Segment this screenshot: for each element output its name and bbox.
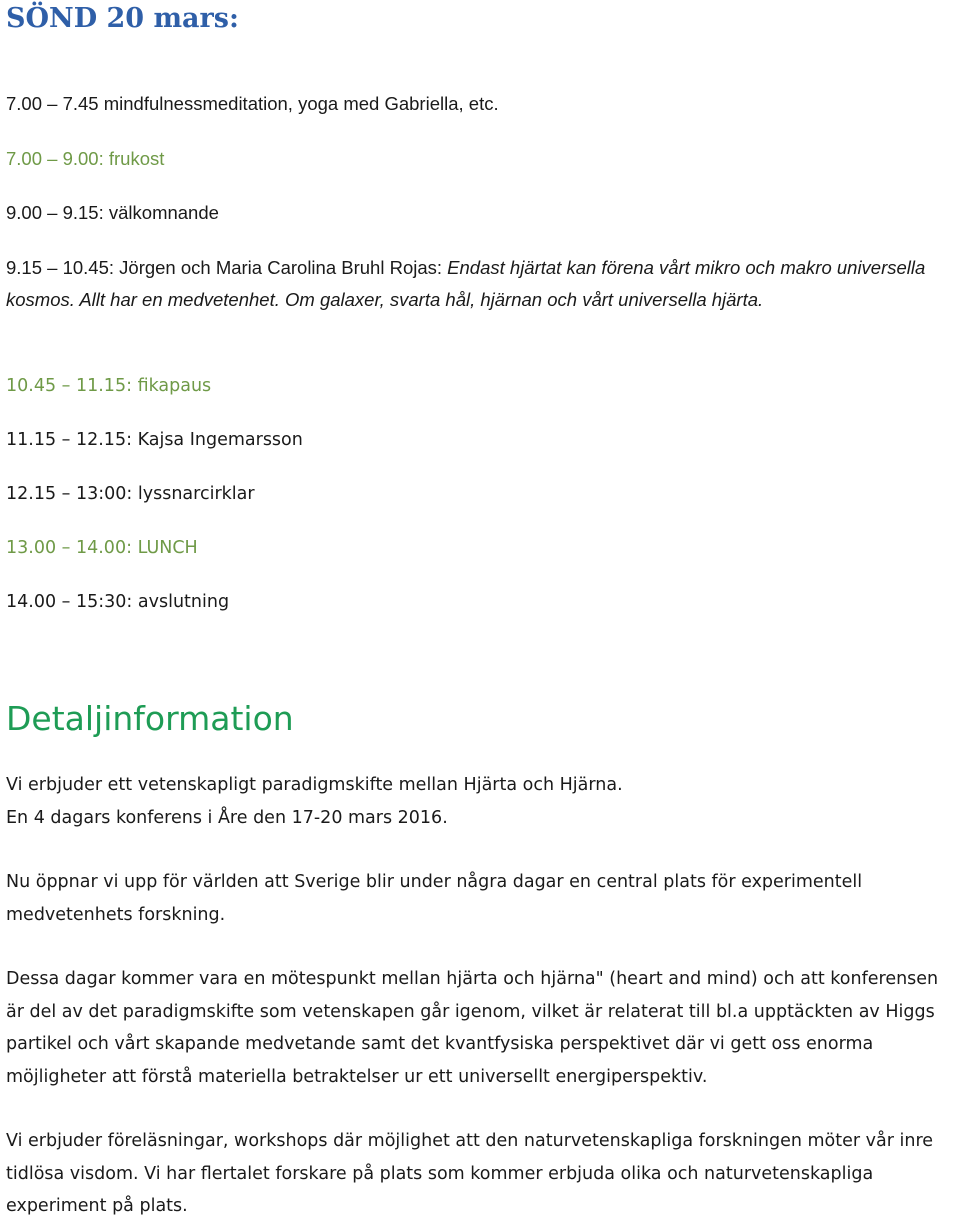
schedule-item-kajsa [6,424,303,456]
schedule-text: avslutning [137,592,230,612]
schedule-time: 13.00 – 14.00: [6,538,132,558]
schedule-item-lunch [6,532,198,564]
schedule-item-welcome [6,197,219,229]
schedule-text: frukost [108,148,165,169]
intro-line-2: En 4 dagars konferens i Åre den 17-20 mars 2016. [6,807,448,828]
schedule-time: 7.00 – 9.00: [6,148,104,169]
schedule-text: fikapaus [137,376,212,396]
talk-prefix: 9.15 – 10.45: Jörgen och Maria Carolina Bruhl Rojas: [6,257,448,278]
detail-paragraph-4: Vi erbjuder föreläsningar, workshops där möjlighet att den naturvetenskapliga forskningen möter vår inre tidlösa visdom. Vi har flertalet forskare på plats som kommer erbjuda olika och naturvetenskapliga experiment på plats. [6,1131,934,1216]
schedule-time: 11.15 – 12.15: [6,430,132,450]
intro-line-1: Vi erbjuder ett vetenskapligt paradigmskifte mellan Hjärta och Hjärna. [6,775,623,795]
detail-paragraph-2: Nu öppnar vi upp för världen att Sverige blir under några dagar en central plats för experimentell medvetenhets forskning. [6,872,863,925]
schedule-text: Kajsa Ingemarsson [137,430,303,450]
schedule-time: 7.00 – 7.45 [6,93,99,114]
schedule-time: 14.00 – 15:30: [6,592,133,612]
schedule-item-avslutning [6,586,229,618]
detail-intro [6,769,960,834]
schedule-text: LUNCH [137,538,198,558]
schedule-text: välkomnande [108,202,219,223]
schedule-time: 12.15 – 13:00: [6,484,133,504]
schedule-item-lyssnarcirklar [6,478,255,510]
schedule-time: 9.00 – 9.15: [6,202,104,223]
day-title: SÖND 20 mars: [6,3,239,34]
schedule-time: 10.45 – 11.15: [6,376,132,396]
schedule-item-fikapaus [6,370,211,402]
detail-heading: Detaljinformation [6,699,294,738]
schedule-item-breakfast [6,143,164,175]
schedule-item-talk [6,252,960,316]
schedule-item-mindfulness [6,88,499,120]
schedule-text: mindfulnessmeditation, yoga med Gabriella, etc. [103,93,499,114]
schedule-text: lyssnarcirklar [137,484,255,504]
detail-paragraph-3: Dessa dagar kommer vara en mötespunkt mellan hjärta och hjärna" (heart and mind) och att konferensen är del av det paradigmskifte som vetenskapen går igenom, vilket är relaterat till bl.a upptäckten av Higgs partikel och vårt skapande medvetande samt det kvantfysiska perspektivet där vi gett oss enorma möjligheter att förstå materiella betraktelser ur ett universellt energiperspektiv. [6,969,939,1087]
talk-title: Endast hjärtat kan förena vårt mikro och makro universella kosmos. Allt har en medvetenhet. Om galaxer, svarta hål, hjärnan och vårt universella hjärta. [6,257,926,310]
